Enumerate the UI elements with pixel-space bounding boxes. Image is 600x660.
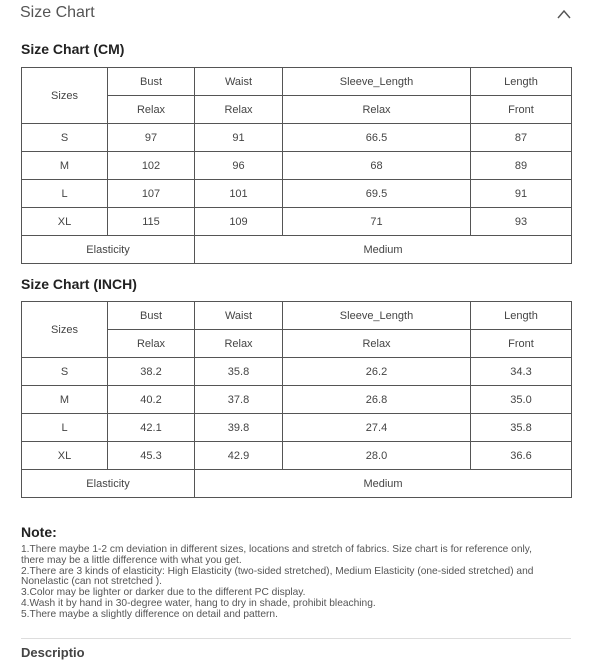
table-cell: 35.8 xyxy=(195,358,283,386)
table-cell: 96 xyxy=(195,152,283,180)
sleeve-length-header: Sleeve_Length xyxy=(283,302,471,330)
table-cell: 37.8 xyxy=(195,386,283,414)
sleeve-length-header: Sleeve_Length xyxy=(283,68,471,96)
size-cell: L xyxy=(22,414,108,442)
elasticity-row xyxy=(22,470,572,498)
table-cell: 107 xyxy=(108,180,195,208)
table-cell: 27.4 xyxy=(283,414,471,442)
note-line: 4.Wash it by hand in 30-degree water, hang to dry in shade, prohibit bleaching. xyxy=(21,597,376,609)
table-header-row xyxy=(22,68,572,96)
bust-subheader: Relax xyxy=(108,96,195,124)
table-cell: 26.2 xyxy=(283,358,471,386)
cm-chart-title: Size Chart (CM) xyxy=(21,41,125,57)
inch-size-table xyxy=(21,301,572,498)
table-row xyxy=(22,152,572,180)
table-cell: 97 xyxy=(108,124,195,152)
waist-header: Waist xyxy=(195,302,283,330)
length-subheader: Front xyxy=(471,330,572,358)
table-cell: 71 xyxy=(283,208,471,236)
table-cell: 115 xyxy=(108,208,195,236)
size-cell: S xyxy=(22,124,108,152)
table-cell: 101 xyxy=(195,180,283,208)
cm-size-table xyxy=(21,67,572,264)
table-row xyxy=(22,124,572,152)
table-cell: 26.8 xyxy=(283,386,471,414)
chevron-up-icon[interactable] xyxy=(556,8,572,20)
size-cell: M xyxy=(22,386,108,414)
length-subheader: Front xyxy=(471,96,572,124)
elasticity-label: Elasticity xyxy=(22,236,195,264)
sizes-header: Sizes xyxy=(22,302,108,358)
note-line: there may be a little difference with what you get. xyxy=(21,554,242,566)
bust-header: Bust xyxy=(108,68,195,96)
section-divider xyxy=(21,638,571,639)
size-chart-header[interactable] xyxy=(0,0,600,30)
table-cell: 68 xyxy=(283,152,471,180)
table-cell: 109 xyxy=(195,208,283,236)
table-cell: 39.8 xyxy=(195,414,283,442)
table-row xyxy=(22,180,572,208)
sleeve-length-subheader: Relax xyxy=(283,96,471,124)
elasticity-value: Medium xyxy=(195,236,572,264)
elasticity-value: Medium xyxy=(195,470,572,498)
note-line: 1.There maybe 1-2 cm deviation in different sizes, locations and stretch of fabrics. Size chart is for reference only, xyxy=(21,544,532,555)
table-row xyxy=(22,358,572,386)
table-cell: 35.8 xyxy=(471,414,572,442)
sleeve-length-subheader: Relax xyxy=(283,330,471,358)
size-cell: XL xyxy=(22,442,108,470)
size-cell: L xyxy=(22,180,108,208)
table-row xyxy=(22,208,572,236)
waist-subheader: Relax xyxy=(195,96,283,124)
table-cell: 28.0 xyxy=(283,442,471,470)
note-title: Note: xyxy=(21,524,57,540)
description-section-heading[interactable]: Descriptio xyxy=(21,645,85,660)
table-cell: 40.2 xyxy=(108,386,195,414)
length-header: Length xyxy=(471,302,572,330)
table-row xyxy=(22,442,572,470)
size-cell: M xyxy=(22,152,108,180)
table-cell: 38.2 xyxy=(108,358,195,386)
table-cell: 42.9 xyxy=(195,442,283,470)
table-cell: 93 xyxy=(471,208,572,236)
note-line: 5.There maybe a slightly difference on detail and pattern. xyxy=(21,608,278,620)
length-header: Length xyxy=(471,68,572,96)
table-cell: 34.3 xyxy=(471,358,572,386)
size-cell: S xyxy=(22,358,108,386)
table-cell: 45.3 xyxy=(108,442,195,470)
inch-chart-title: Size Chart (INCH) xyxy=(21,276,137,292)
note-line: 2.There are 3 kinds of elasticity: High Elasticity (two-sided stretched), Medium Elasticity (one-sided stretched) and xyxy=(21,565,534,577)
sizes-header: Sizes xyxy=(22,68,108,124)
table-cell: 42.1 xyxy=(108,414,195,442)
waist-header: Waist xyxy=(195,68,283,96)
bust-subheader: Relax xyxy=(108,330,195,358)
table-row xyxy=(22,386,572,414)
table-cell: 89 xyxy=(471,152,572,180)
elasticity-label: Elasticity xyxy=(22,470,195,498)
header-title: Size Chart xyxy=(20,4,95,21)
size-cell: XL xyxy=(22,208,108,236)
table-row xyxy=(22,414,572,442)
table-cell: 66.5 xyxy=(283,124,471,152)
table-header-row xyxy=(22,302,572,330)
table-cell: 69.5 xyxy=(283,180,471,208)
table-cell: 91 xyxy=(471,180,572,208)
table-cell: 35.0 xyxy=(471,386,572,414)
elasticity-row xyxy=(22,236,572,264)
note-line: Nonelastic (can not stretched ). xyxy=(21,576,162,588)
bust-header: Bust xyxy=(108,302,195,330)
note-line: 3.Color may be lighter or darker due to the different PC display. xyxy=(21,587,306,599)
table-cell: 87 xyxy=(471,124,572,152)
table-cell: 36.6 xyxy=(471,442,572,470)
table-cell: 91 xyxy=(195,124,283,152)
notes-list xyxy=(21,545,576,621)
table-cell: 102 xyxy=(108,152,195,180)
waist-subheader: Relax xyxy=(195,330,283,358)
